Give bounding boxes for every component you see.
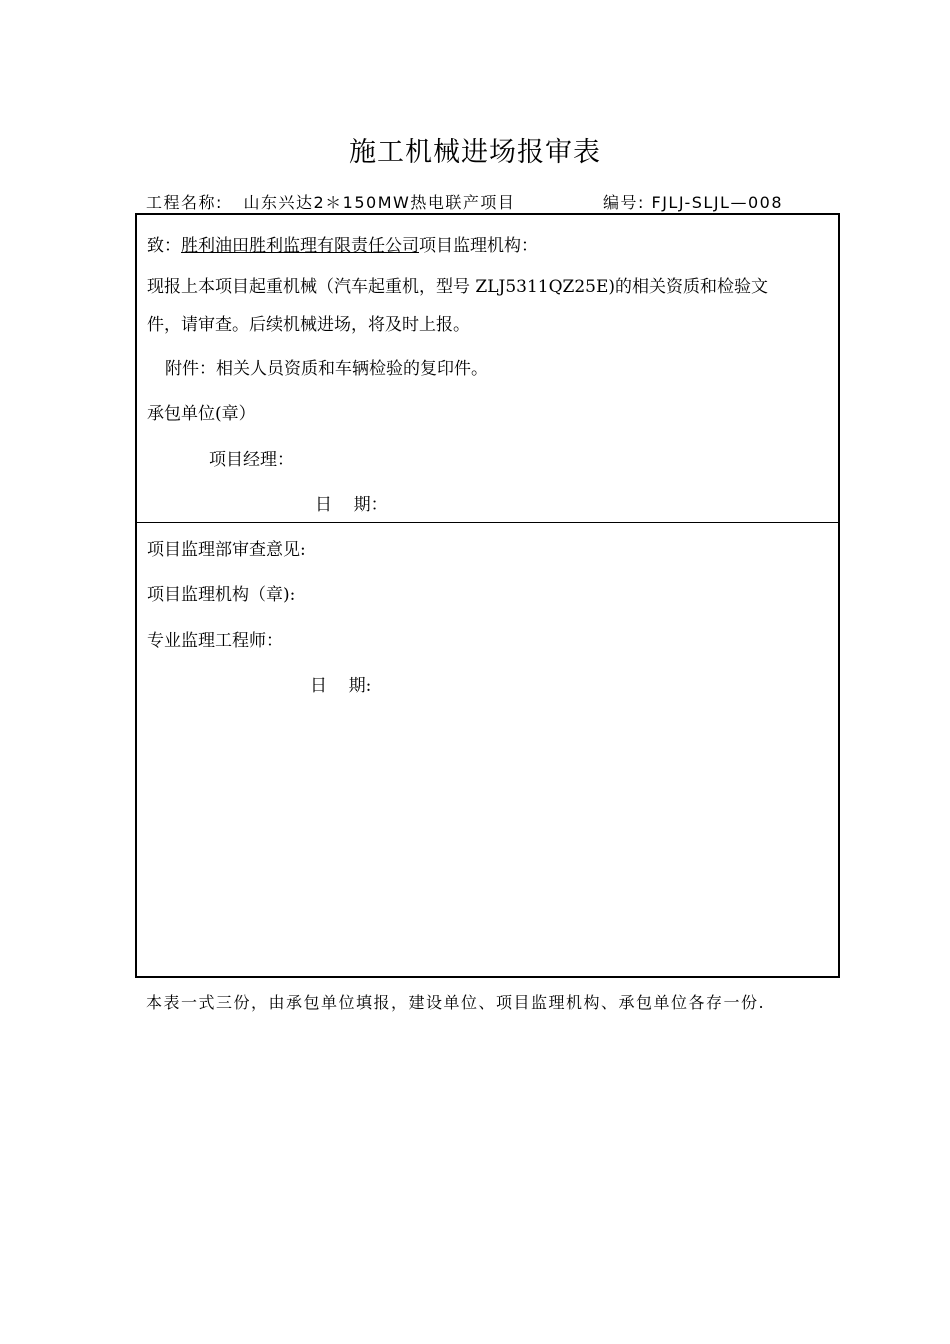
- project-name-line: [146, 190, 515, 213]
- addressee-line: [147, 231, 538, 256]
- document-number-line: [603, 190, 783, 213]
- section-divider: [137, 522, 838, 523]
- submission-date-line: 日 期：: [315, 495, 388, 515]
- project-name: 山东兴达2＊150MW热电联产项目: [243, 193, 516, 212]
- page-title: 施工机械进场报审表: [349, 137, 601, 168]
- form-box: [135, 213, 840, 978]
- supervision-agency-line: 项目监理机构（章):: [147, 585, 296, 605]
- footnote: 本表一式三份，由承包单位填报，建设单位、项目监理机构、承包单位各存一份.: [146, 993, 766, 1012]
- body-text-line-1: 现报上本项目起重机械（汽车起重机，型号 ZLJ5311QZ25E)的相关资质和检验文: [147, 277, 769, 297]
- project-manager-line: 项目经理：: [209, 450, 294, 470]
- contractor-seal-line: 承包单位(章）: [147, 404, 256, 424]
- attachment-line: 附件：相关人员资质和车辆检验的复印件。: [165, 359, 488, 379]
- body-text-line-2: 件，请审查。后续机械进场，将及时上报。: [147, 315, 470, 335]
- addressee-company: 胜利油田胜利监理有限责任公司: [181, 236, 419, 256]
- number-value: FJLJ-SLJL—008: [651, 193, 783, 212]
- review-opinion-line: 项目监理部审查意见:: [147, 540, 306, 560]
- number-label: 编号:: [603, 193, 645, 212]
- project-label: 工程名称:: [146, 193, 223, 212]
- addressee-prefix: 致：: [147, 236, 181, 256]
- review-date-line: 日 期:: [310, 676, 372, 696]
- addressee-suffix: 项目监理机构：: [419, 236, 538, 256]
- supervising-engineer-line: 专业监理工程师：: [147, 631, 283, 651]
